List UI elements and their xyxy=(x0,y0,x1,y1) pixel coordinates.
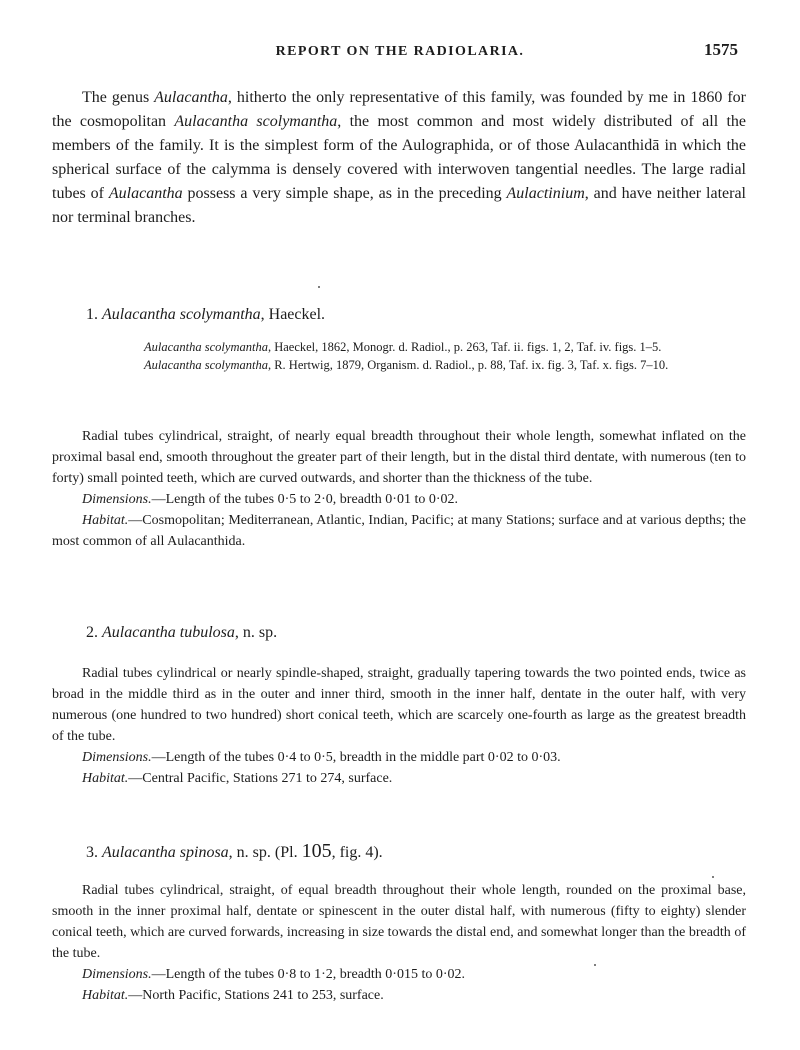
species-1-description: Radial tubes cylindrical, straight, of nearly equal breadth throughout their whole length, somewhat inflated on the proximal basal end, smooth throughout the greater part of their length, but in the distal third dentate, with numerous (ten to forty) small pointed teeth, which are curved outwards, and shorter than the thickness of the tube. Dimensions.—Length of the tubes 0·5 to 2·0, breadth 0·01 to 0·02. Habitat.—Cosmopolitan; Mediterranean, Atlantic, Indian, Pacific; at many Stations; surface and at various depths; the most common of all Aulacanthida. xyxy=(52,426,746,552)
dimensions-line: Dimensions.—Length of the tubes 0·5 to 2·0, breadth 0·01 to 0·02. xyxy=(82,492,459,507)
page-number: 1575 xyxy=(704,40,738,59)
species-2-description: Radial tubes cylindrical or nearly spindle-shaped, straight, gradually tapering towards the two pointed ends, twice as broad in the middle third as in the outer and inner third, smooth in the inner half, dentate in the outer half, with very numerous (one hundred to two hundred) short conical teeth, which are scarcely one-fourth as large as the greatest breadth of the tube. Dimensions.—Length of the tubes 0·4 to 0·5, breadth in the middle part 0·02 to 0·03. Habitat.—Central Pacific, Stations 271 to 274, surface. xyxy=(52,663,746,789)
species-3-description: Radial tubes cylindrical, straight, of equal breadth throughout their whole length, rounded on the proximal base, smooth in the inner proximal half, dentate or spinescent in the outer distal half, with numerous (fifty to eighty) slender conical teeth, which are curved forwards, increasing in size towards the distal end, and somewhat longer than the breadth of the tube. Dimensions.—Length of the tubes 0·8 to 1·2, breadth 0·015 to 0·02. Habitat.—North Pacific, Stations 241 to 253, surface. xyxy=(52,880,746,1006)
synonym-entry: Aulacantha scolymantha, Haeckel, 1862, Monogr. d. Radiol., p. 263, Taf. ii. figs. 1, 2, Taf. iv. figs. 1–5. xyxy=(144,340,662,354)
genus-name: Aulactinium xyxy=(506,185,585,202)
intro-paragraph: The genus Aulacantha, hitherto the only representative of this family, was founded by me in 1860 for the cosmopolitan Aulacantha scolymantha, the most common and most widely distributed of all the members of the family. It is the simplest form of the Aulographida, or of those Aulacanthidā in which the spherical surface of the calymma is densely covered with interwoven tangential needles. The large radial tubes of Aulacantha possess a very simple shape, as in the preceding Aulactinium, and have neither lateral nor terminal branches. xyxy=(52,89,747,226)
habitat-line: Habitat.—Central Pacific, Stations 271 to 274, surface. xyxy=(82,771,393,786)
species-1-synonymy xyxy=(144,338,744,374)
habitat-line: Habitat.—Cosmopolitan; Mediterranean, Atlantic, Indian, Pacific; at many Stations; surface and at various depths; the most common of all Aulacanthida. xyxy=(52,513,746,549)
genus-name: Aulacantha xyxy=(108,185,183,202)
genus-name: Aulacantha xyxy=(154,89,228,106)
print-speck xyxy=(712,876,714,878)
print-speck xyxy=(594,964,596,966)
running-head: REPORT ON THE RADIOLARIA. xyxy=(275,44,525,59)
species-2-heading: 2. Aulacantha tubulosa, n. sp. xyxy=(86,624,278,641)
page-header xyxy=(0,40,800,64)
synonym-entry: Aulacantha scolymantha, R. Hertwig, 1879, Organism. d. Radiol., p. 88, Taf. ix. fig. 3, Taf. x. figs. 7–10. xyxy=(144,358,669,372)
species-3-heading: 3. Aulacantha spinosa, n. sp. (Pl. 105, fig. 4). xyxy=(86,840,383,862)
print-speck xyxy=(318,286,320,288)
habitat-line: Habitat.—North Pacific, Stations 241 to 253, surface. xyxy=(82,988,384,1003)
species-name: Aulacantha scolymantha xyxy=(174,113,338,130)
dimensions-line: Dimensions.—Length of the tubes 0·8 to 1·2, breadth 0·015 to 0·02. xyxy=(82,967,466,982)
species-1-heading: 1. Aulacantha scolymantha, Haeckel. xyxy=(86,306,326,323)
dimensions-line: Dimensions.—Length of the tubes 0·4 to 0·5, breadth in the middle part 0·02 to 0·03. xyxy=(82,750,561,765)
